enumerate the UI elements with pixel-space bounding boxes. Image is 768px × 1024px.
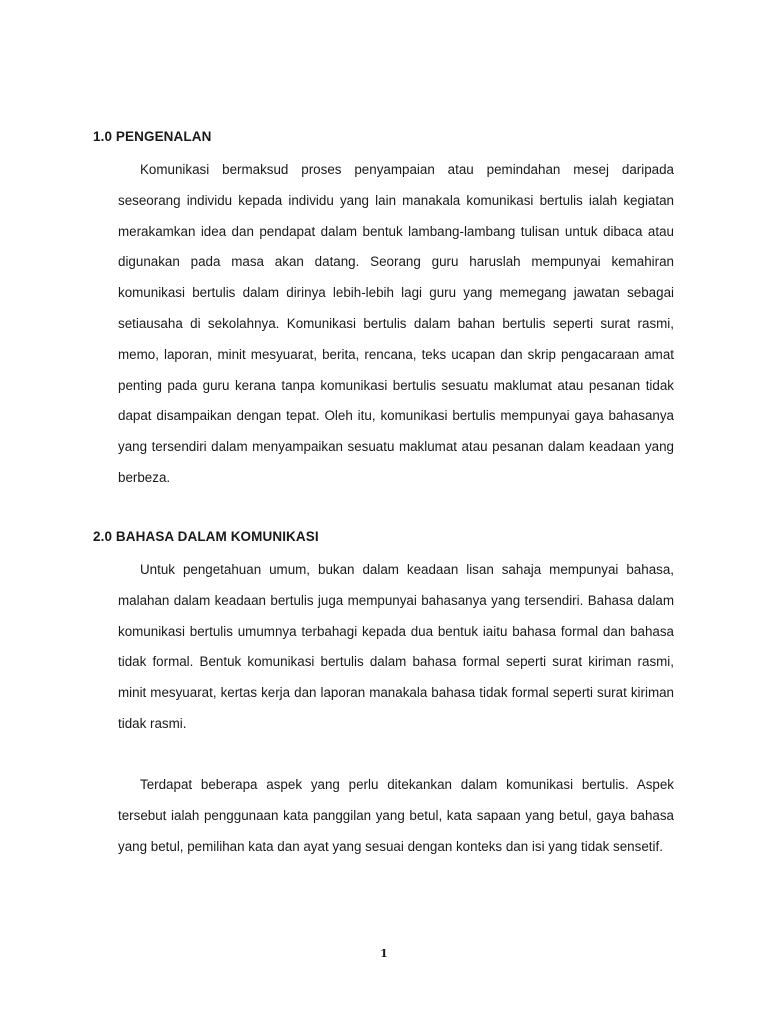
paragraph-aspek-komunikasi: Terdapat beberapa aspek yang perlu ditekankan dalam komunikasi bertulis. Aspek tersebut ialah penggunaan kata panggilan yang betul, kata sapaan yang betul, gaya bahasa yang betul, pemilihan kata dan ayat yang sesuai dengan konteks dan isi yang tidak sensetif. [118,777,674,854]
paragraph-bahasa-formal: Untuk pengetahuan umum, bukan dalam keadaan lisan sahaja mempunyai bahasa, malahan dalam keadaan bertulis juga mempunyai bahasanya yang tersendiri. Bahasa dalam komunikasi bertulis umumnya terbahagi kepada dua bentuk iaitu bahasa formal dan bahasa tidak formal. Bentuk komunikasi bertulis dalam bahasa formal seperti surat kiriman rasmi, minit mesyuarat, kertas kerja dan laporan manakala bahasa tidak formal seperti surat kiriman tidak rasmi. [118,562,674,731]
paragraph-pengenalan: Komunikasi bermaksud proses penyampaian atau pemindahan mesej daripada seseorang individu kepada individu yang lain manakala komunikasi bertulis ialah kegiatan merakamkan idea dan pendapat dalam bentuk lambang-lambang tulisan untuk dibaca atau digunakan pada masa akan datang. Seorang guru haruslah mempunyai kemahiran komunikasi bertulis dalam dirinya lebih-lebih lagi guru yang memegang jawatan sebagai setiausaha di sekolahnya. Komunikasi bertulis dalam bahan bertulis seperti surat rasmi, memo, laporan, minit mesyuarat, berita, rencana, teks ucapan dan skrip pengacaraan amat penting pada guru kerana tanpa komunikasi bertulis sesuatu maklumat atau pesanan tidak dapat disampaikan dengan tepat. Oleh itu, komunikasi bertulis mempunyai gaya bahasanya yang tersendiri dalam menyampaikan sesuatu maklumat atau pesanan dalam keadaan yang berbeza. [118,162,674,485]
page-number: 1 [380,947,388,960]
section-heading-pengenalan: 1.0 PENGENALAN [93,129,212,144]
section-heading-bahasa-dalam-komunikasi: 2.0 BAHASA DALAM KOMUNIKASI [93,529,319,544]
